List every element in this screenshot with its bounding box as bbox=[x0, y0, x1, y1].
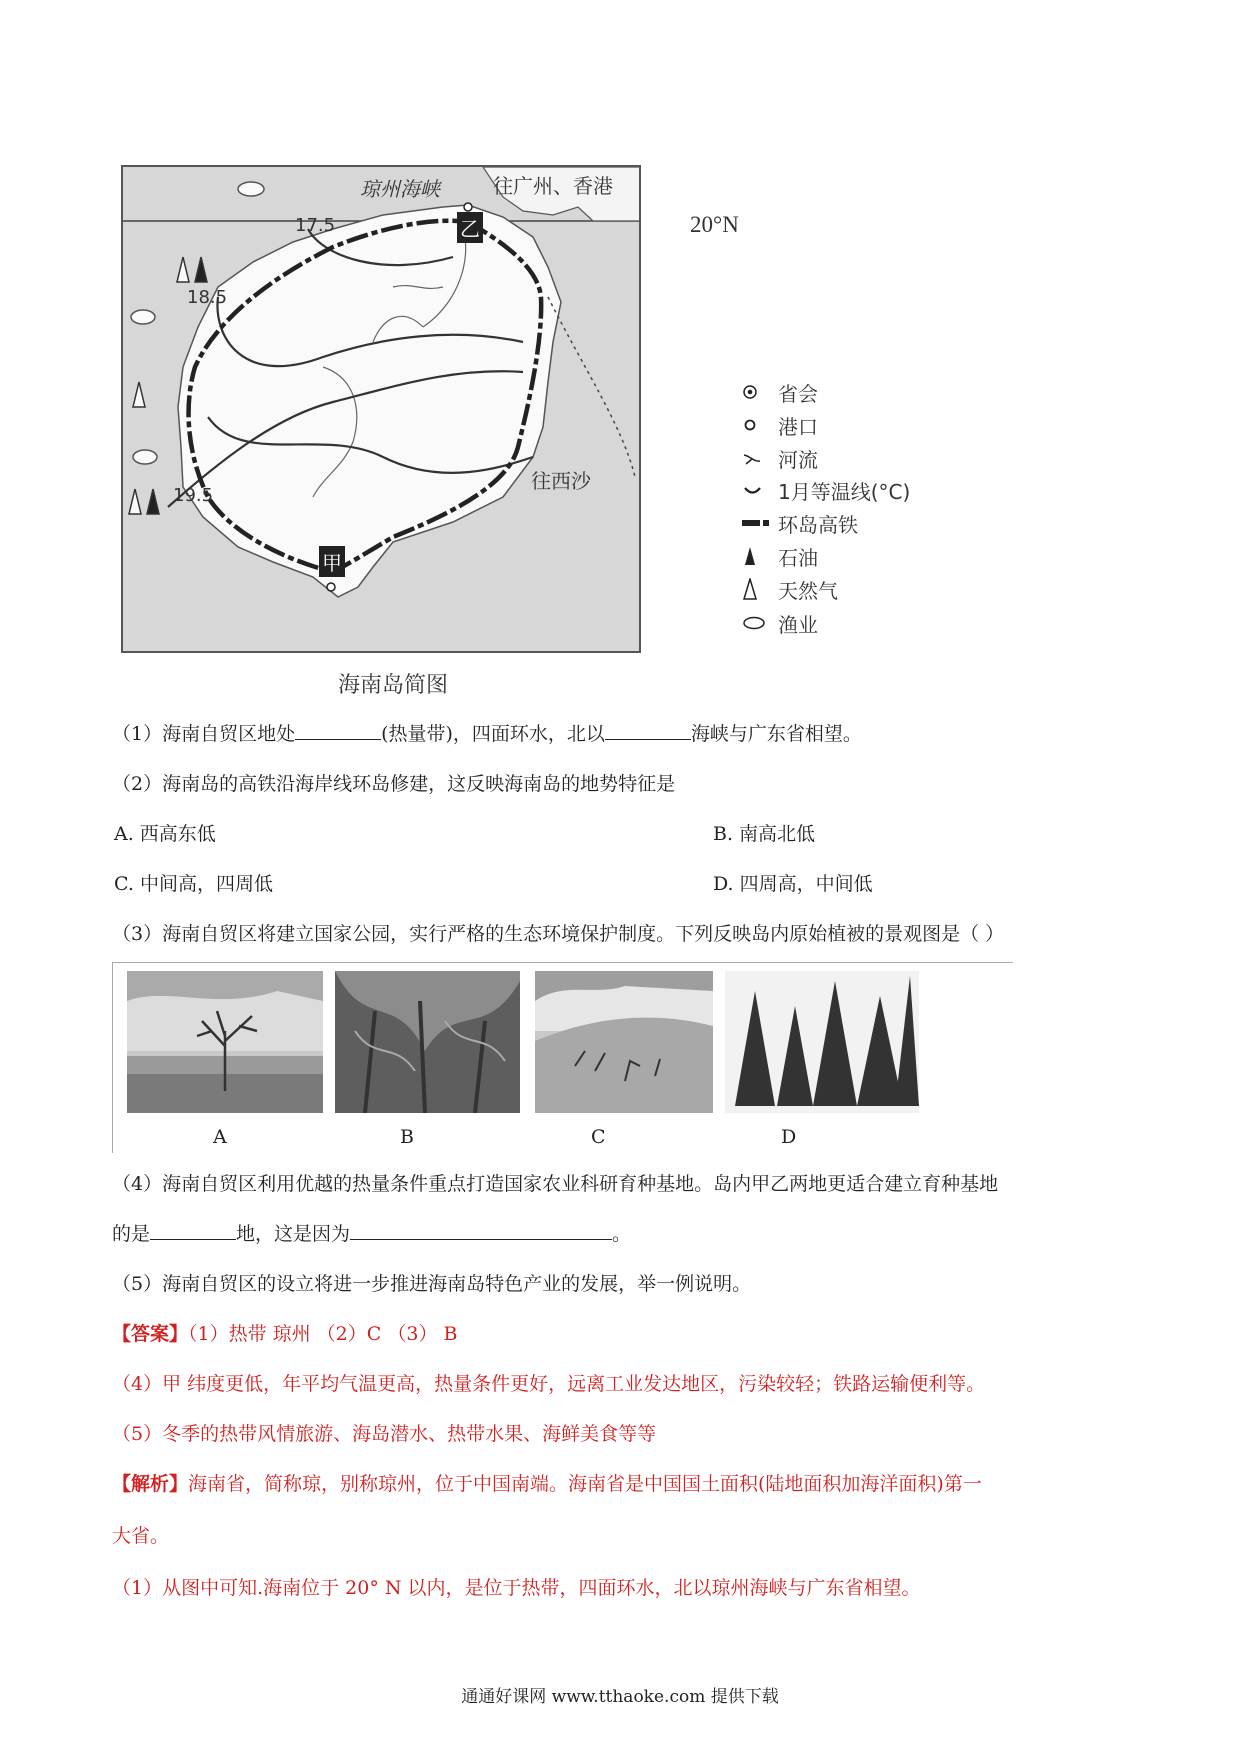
port-icon bbox=[742, 417, 778, 433]
question-5: （5）海南自贸区的设立将进一步推进海南岛特色产业的发展，举一例说明。 bbox=[112, 1273, 752, 1295]
photo-coniferous-forest bbox=[725, 971, 919, 1113]
answer-text: （1）热带 琼州 （2）C （3） B bbox=[188, 1323, 458, 1345]
analysis-line-2: 大省。 bbox=[112, 1525, 170, 1547]
option-b: B. 南高北低 bbox=[713, 823, 816, 845]
photo-label-b: B bbox=[400, 1126, 414, 1148]
hainan-map bbox=[121, 165, 641, 653]
iso-label-17-5: 17.5 bbox=[295, 215, 336, 236]
photo-desert bbox=[535, 971, 713, 1113]
analysis-line-3: （1）从图中可知.海南位于 20° N 以内，是位于热带，四面环水，北以琼州海峡与广东省相望。 bbox=[112, 1577, 921, 1599]
answer-line-2: （4）甲 纬度更低，年平均气温更高，热量条件更好，远离工业发达地区，污染较轻；铁路运输便利等。 bbox=[112, 1373, 986, 1395]
answer-blank[interactable] bbox=[295, 721, 381, 740]
city-jia-marker: 甲 bbox=[319, 546, 345, 577]
capital-icon bbox=[742, 384, 778, 400]
map-caption: 海南岛简图 bbox=[338, 673, 449, 698]
strait-label: 琼州海峡 bbox=[360, 177, 440, 201]
legend-label: 港口 bbox=[778, 414, 818, 439]
legend-capital bbox=[742, 377, 818, 407]
map-drawing bbox=[123, 167, 641, 653]
option-a: A. 西高东低 bbox=[114, 823, 216, 845]
xisha-label: 往西沙 bbox=[531, 469, 591, 493]
vegetation-photos bbox=[112, 962, 1013, 1153]
legend-gas bbox=[742, 574, 838, 604]
fishery-icon bbox=[742, 615, 778, 631]
legend-label: 环岛高铁 bbox=[778, 512, 858, 537]
question-4-cont bbox=[112, 1221, 631, 1247]
legend-label: 石油 bbox=[778, 545, 818, 570]
option-d: D. 四周高，中间低 bbox=[713, 873, 873, 895]
legend-label: 渔业 bbox=[778, 612, 818, 637]
legend-fishery bbox=[742, 608, 818, 638]
photo-label-a: A bbox=[213, 1126, 227, 1148]
answer-tag: 【答案】 bbox=[112, 1323, 189, 1345]
analysis-tag: 【解析】 bbox=[112, 1473, 189, 1495]
q1-text-a: （1）海南自贸区地处 bbox=[112, 723, 296, 745]
legend-label: 天然气 bbox=[778, 578, 838, 603]
iso-label-19-5: 19.5 bbox=[173, 485, 214, 506]
photo-savanna bbox=[127, 971, 323, 1113]
q4-text-b: 地，这是因为 bbox=[236, 1223, 351, 1245]
legend-river bbox=[742, 443, 818, 473]
q1-text-c: 海峡与广东省相望。 bbox=[690, 723, 862, 745]
oil-icon bbox=[742, 546, 778, 566]
legend-label: 1月等温线(°C) bbox=[778, 479, 911, 504]
q1-text-b: (热量带)，四面环水，北以 bbox=[381, 723, 605, 745]
analysis-text: 海南省，简称琼，别称琼州，位于中国南端。海南省是中国国土面积(陆地面积加海洋面积)第一 bbox=[188, 1473, 982, 1495]
legend-label: 河流 bbox=[778, 447, 818, 472]
photo-label-c: C bbox=[591, 1126, 606, 1148]
railway-icon bbox=[742, 515, 778, 531]
photo-rainforest bbox=[335, 971, 520, 1113]
iso-label-18-5: 18.5 bbox=[187, 287, 228, 308]
footer: 通通好课网 www.tthaoke.com 提供下载 bbox=[461, 1687, 779, 1707]
isotherm-icon bbox=[742, 482, 778, 498]
legend-label: 省会 bbox=[778, 381, 818, 406]
guangzhou-label: 往广州、香港 bbox=[493, 174, 613, 198]
question-2: （2）海南岛的高铁沿海岸线环岛修建，这反映海南岛的地势特征是 bbox=[112, 773, 676, 795]
legend-port bbox=[742, 410, 818, 440]
answer-blank[interactable] bbox=[150, 1221, 236, 1240]
option-c: C. 中间高，四周低 bbox=[114, 873, 273, 895]
answer-line-3: （5）冬季的热带风情旅游、海岛潜水、热带水果、海鲜美食等等 bbox=[112, 1423, 657, 1445]
question-3: （3）海南自贸区将建立国家公园，实行严格的生态环境保护制度。下列反映岛内原始植被的景观图是（ ） bbox=[112, 923, 1005, 945]
legend-railway bbox=[742, 508, 858, 538]
q4-text-a: 的是 bbox=[112, 1223, 151, 1245]
analysis-line-1 bbox=[112, 1471, 982, 1497]
latitude-label: 20°N bbox=[690, 212, 739, 237]
answer-blank[interactable] bbox=[605, 721, 691, 740]
answer-blank[interactable] bbox=[350, 1221, 612, 1240]
question-1 bbox=[112, 721, 862, 747]
question-4: （4）海南自贸区利用优越的热量条件重点打造国家农业科研育种基地。岛内甲乙两地更适合建立育种基地 bbox=[112, 1173, 999, 1195]
q4-text-c: 。 bbox=[612, 1223, 632, 1245]
city-yi-marker: 乙 bbox=[457, 212, 483, 243]
photo-label-d: D bbox=[781, 1126, 797, 1148]
legend-isotherm bbox=[742, 475, 910, 505]
gas-icon bbox=[742, 578, 778, 600]
legend-oil bbox=[742, 541, 818, 571]
river-icon bbox=[742, 450, 778, 466]
answer-line-1 bbox=[112, 1321, 457, 1347]
